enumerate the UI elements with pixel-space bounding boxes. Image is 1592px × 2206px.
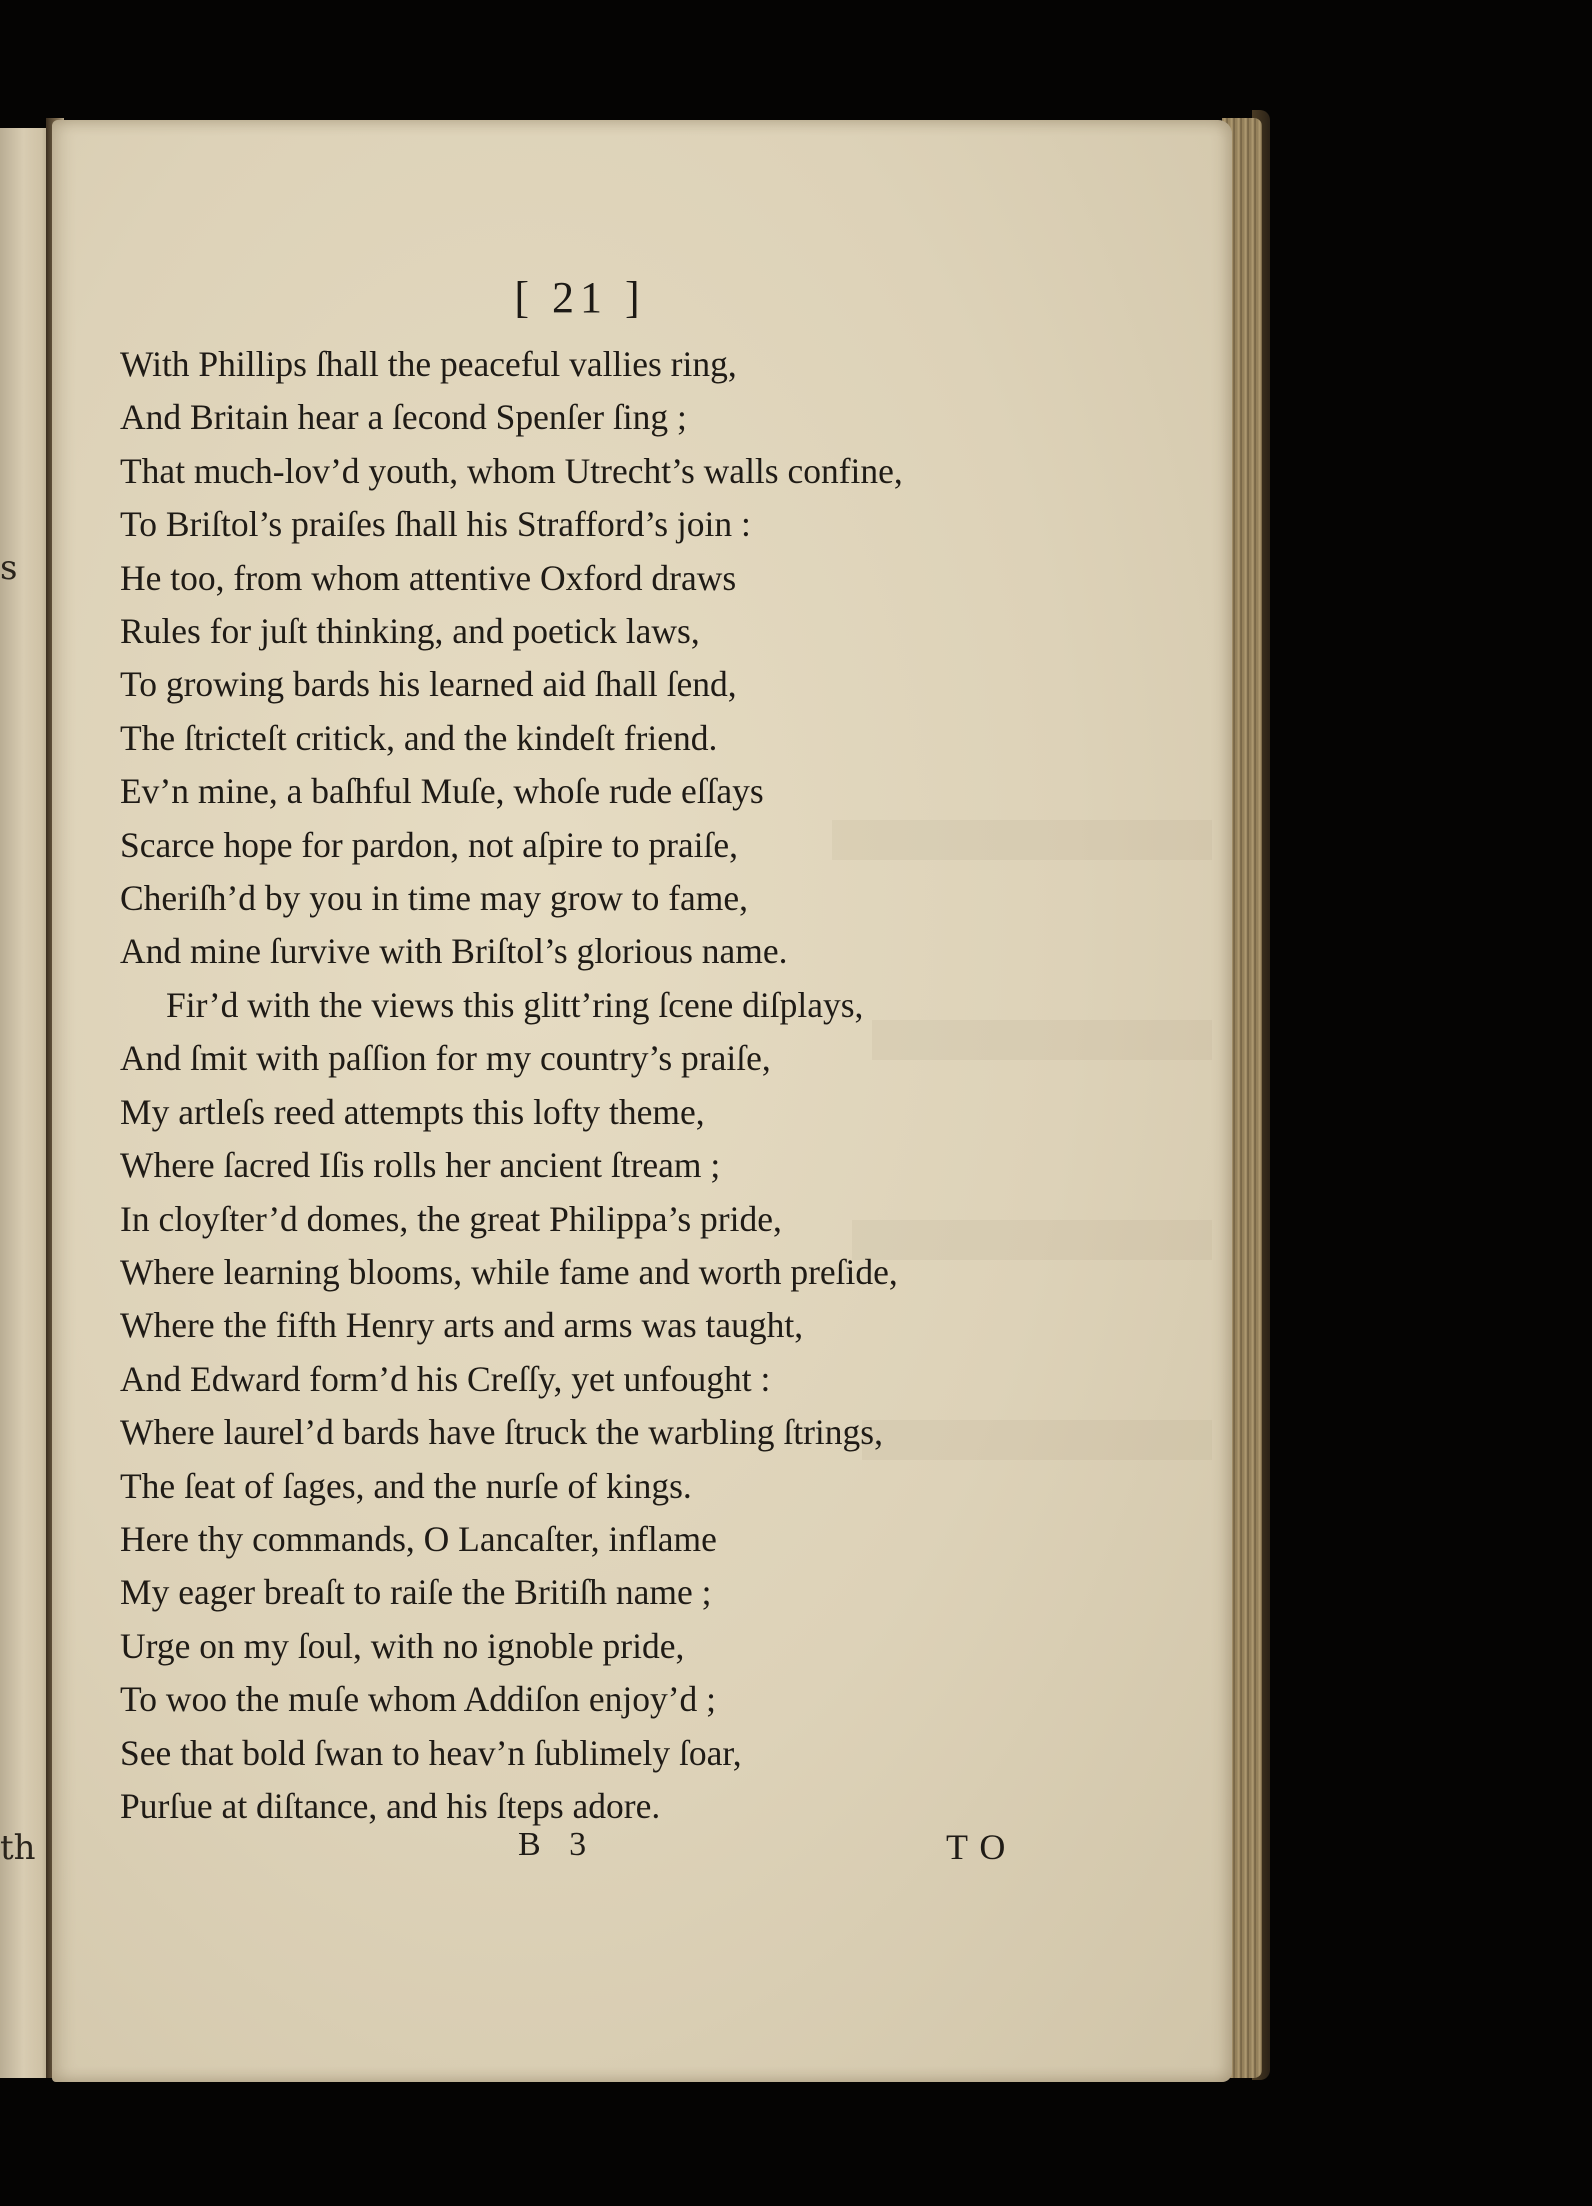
poem-line: Where ſacred Iſis rolls her ancient ſtream ; [120, 1145, 721, 1186]
facing-page [0, 128, 52, 2078]
poem-line: He too, from whom attentive Oxford draws [120, 557, 737, 598]
poem-line: The ſtricteſt critick, and the kindeſt friend. [120, 717, 718, 758]
poem-line: My eager breaſt to raiſe the Britiſh name ; [120, 1572, 712, 1613]
poem-line: My artleſs reed attempts this lofty theme, [120, 1091, 705, 1132]
poem-line: Where laurel’d bards have ſtruck the warbling ſtrings, [120, 1412, 883, 1453]
poem-line: To Briſtol’s praiſes ſhall his Strafford’s join : [120, 504, 751, 545]
poem-line: And Edward form’d his Creſſy, yet unfought : [120, 1358, 771, 1399]
facing-page-fragment: s [0, 548, 18, 588]
facing-page-fragment: th [0, 1828, 36, 1868]
poem-line: Here thy commands, O Lancaſter, inflame [120, 1518, 717, 1559]
poem-line: Cheriſh’d by you in time may grow to fame, [120, 878, 749, 919]
poem-line: Rules for juſt thinking, and poetick laws, [120, 611, 700, 652]
poem-line: To woo the muſe whom Addiſon enjoy’d ; [120, 1679, 717, 1720]
poem-line: Purſue at diſtance, and his ſteps adore. [120, 1785, 661, 1826]
signature-mark: B 3 [518, 1826, 597, 1863]
page-number-header: [ 21 ] [514, 273, 646, 322]
poem-line: That much-lov’d youth, whom Utrecht’s walls confine, [120, 450, 903, 491]
poem-line: With Phillips ſhall the peaceful vallies ring, [120, 344, 737, 384]
poem-line: Scarce hope for pardon, not aſpire to praiſe, [120, 824, 739, 865]
poem-line: Where learning blooms, while fame and worth preſide, [120, 1251, 898, 1292]
poem-line: And mine ſurvive with Briſtol’s glorious name. [120, 931, 788, 972]
poem-line: Fir’d with the views this glitt’ring ſcene diſplays, [166, 984, 864, 1025]
poem-line: See that bold ſwan to heav’n ſublimely ſoar, [120, 1732, 742, 1773]
poem-line: And ſmit with paſſion for my country’s praiſe, [120, 1038, 771, 1079]
poem-line: To growing bards his learned aid ſhall ſend, [120, 664, 737, 705]
poem-line: Where the fifth Henry arts and arms was taught, [120, 1305, 804, 1346]
poem-line: The ſeat of ſages, and the nurſe of kings. [120, 1465, 692, 1506]
catchword: TO [946, 1827, 1018, 1867]
poem-line: Urge on my ſoul, with no ignoble pride, [120, 1625, 685, 1666]
poem-line: Ev’n mine, a baſhful Muſe, whoſe rude eſſays [120, 771, 764, 812]
poem-text [120, 338, 1120, 1833]
poem-line: In cloyſter’d domes, the great Philippa’s pride, [120, 1198, 782, 1239]
poem-line: And Britain hear a ſecond Spenſer ſing ; [120, 397, 687, 438]
